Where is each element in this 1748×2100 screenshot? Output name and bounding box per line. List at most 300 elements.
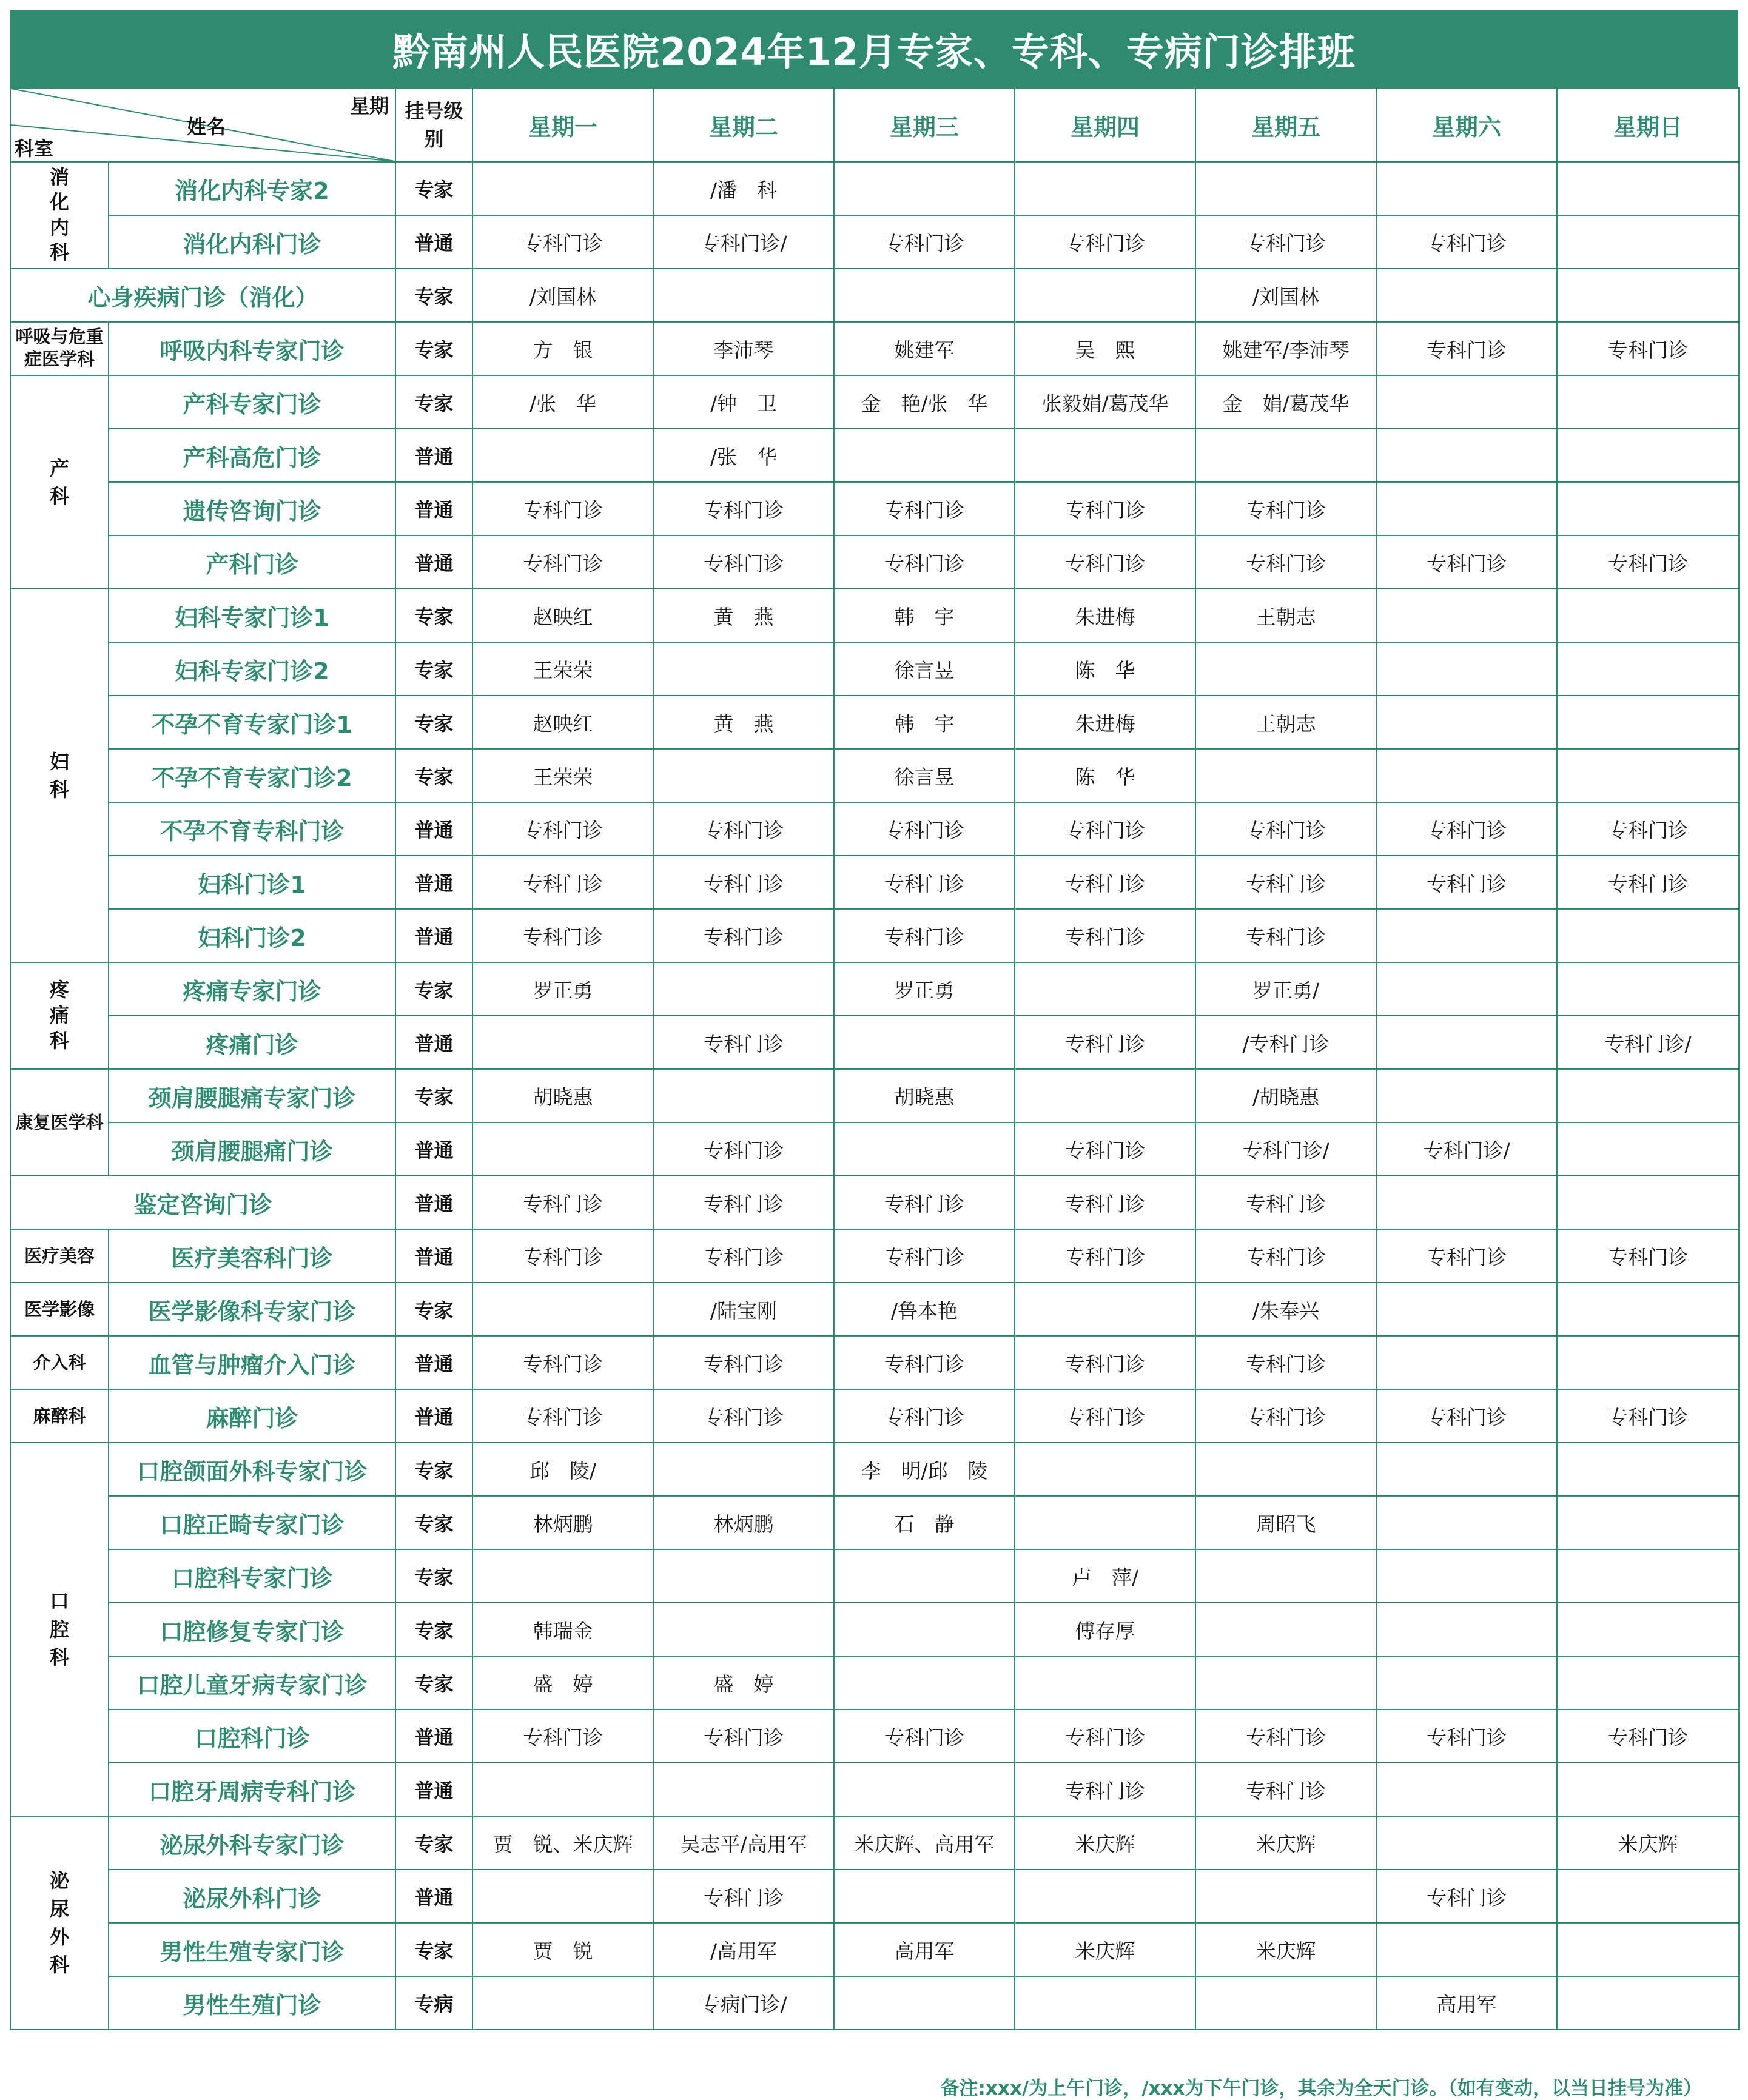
clinic-name: 不孕不育专科门诊 [109,802,395,856]
schedule-cell-星期三: 徐言昱 [834,749,1015,802]
table-row [10,215,1739,269]
schedule-cell-星期日: 专科门诊/ [1557,1016,1739,1069]
schedule-cell-星期二: 专科门诊 [653,535,834,589]
schedule-cell-星期六 [1376,1549,1557,1603]
schedule-cell-星期六 [1376,375,1557,429]
schedule-cell-星期四: 米庆辉 [1015,1923,1195,1976]
grade-cell: 普通 [395,1229,472,1283]
schedule-cell-星期一: /张 华 [472,375,653,429]
schedule-cell-星期日 [1557,482,1739,535]
clinic-name: 男性生殖门诊 [109,1976,395,2030]
department-cell [10,1283,109,1336]
grade-cell: 普通 [395,909,472,962]
schedule-cell-星期六 [1376,642,1557,696]
schedule-cell-星期四: 专科门诊 [1015,1763,1195,1816]
grade-cell: 专家 [395,1283,472,1336]
schedule-cell-星期四 [1015,1283,1195,1336]
grade-cell: 专家 [395,1443,472,1496]
schedule-cell-星期二: 专科门诊 [653,909,834,962]
schedule-cell-星期一: 专科门诊 [472,482,653,535]
schedule-cell-星期六: 专科门诊 [1376,215,1557,269]
schedule-cell-星期三 [834,1122,1015,1176]
schedule-cell-星期日 [1557,375,1739,429]
schedule-cell-星期二: 专科门诊 [653,1176,834,1229]
schedule-cell-星期二: 专科门诊 [653,1122,834,1176]
footnote: 备注:xxx/为上午门诊，/xxx为下午门诊，其余为全天门诊。（如有变动，以当日挂号为准） [940,2078,1702,2099]
schedule-cell-星期三: 胡晓惠 [834,1069,1015,1122]
schedule-cell-星期三: 专科门诊 [834,1336,1015,1389]
schedule-cell-星期二 [653,269,834,322]
schedule-cell-星期日 [1557,269,1739,322]
grade-cell: 专家 [395,375,472,429]
clinic-name: 产科门诊 [109,535,395,589]
table-row [10,269,1739,322]
clinic-name: 医疗美容科门诊 [109,1229,395,1283]
schedule-cell-星期二: 李沛琴 [653,322,834,375]
schedule-cell-星期三 [834,1870,1015,1923]
clinic-name: 口腔儿童牙病专家门诊 [109,1656,395,1709]
schedule-cell-星期四: 专科门诊 [1015,802,1195,856]
schedule-cell-星期一: 林炳鹏 [472,1496,653,1549]
schedule-cell-星期三: 专科门诊 [834,802,1015,856]
schedule-cell-星期三: 李 明/邱 陵 [834,1443,1015,1496]
schedule-cell-星期五: /胡晓惠 [1195,1069,1376,1122]
schedule-cell-星期六: 专科门诊 [1376,1389,1557,1443]
schedule-cell-星期日 [1557,1443,1739,1496]
schedule-cell-星期日 [1557,909,1739,962]
schedule-cell-星期二: 专科门诊 [653,856,834,909]
grade-cell: 专家 [395,1816,472,1870]
schedule-cell-星期日 [1557,1176,1739,1229]
schedule-table [10,87,1740,2030]
clinic-name: 口腔牙周病专科门诊 [109,1763,395,1816]
schedule-cell-星期五: 专科门诊 [1195,1336,1376,1389]
schedule-cell-星期四: 专科门诊 [1015,1709,1195,1763]
schedule-cell-星期四 [1015,1496,1195,1549]
schedule-cell-星期六: 专科门诊 [1376,535,1557,589]
schedule-cell-星期六: 专科门诊 [1376,322,1557,375]
department-cell [10,322,109,375]
schedule-cell-星期一: 贾 锐、米庆辉 [472,1816,653,1870]
clinic-name: 医学影像科专家门诊 [109,1283,395,1336]
page-title: 黔南州人民医院2024年12月专家、专科、专病门诊排班 [10,10,1738,87]
schedule-cell-星期六: 专科门诊 [1376,856,1557,909]
schedule-cell-星期二: /潘 科 [653,162,834,215]
table-row [10,535,1739,589]
clinic-name: 疼痛门诊 [109,1016,395,1069]
schedule-cell-星期日 [1557,589,1739,642]
schedule-cell-星期四: 专科门诊 [1015,1336,1195,1389]
grade-cell: 普通 [395,535,472,589]
schedule-cell-星期一: 专科门诊 [472,535,653,589]
schedule-cell-星期四: 米庆辉 [1015,1816,1195,1870]
schedule-cell-星期二: /高用军 [653,1923,834,1976]
day-header-1: 星期一 [472,88,653,162]
schedule-cell-星期日 [1557,1656,1739,1709]
schedule-cell-星期一: 专科门诊 [472,215,653,269]
grade-cell: 普通 [395,856,472,909]
schedule-cell-星期三 [834,1976,1015,2030]
schedule-cell-星期六 [1376,589,1557,642]
clinic-name: 口腔正畸专家门诊 [109,1496,395,1549]
table-row [10,1549,1739,1603]
schedule-cell-星期六 [1376,482,1557,535]
table-row [10,642,1739,696]
schedule-cell-星期五: 专科门诊 [1195,535,1376,589]
department-cell [10,1229,109,1283]
clinic-name: 疼痛专家门诊 [109,962,395,1016]
schedule-cell-星期六 [1376,429,1557,482]
grade-cell: 专家 [395,322,472,375]
table-row [10,802,1739,856]
schedule-cell-星期四: 专科门诊 [1015,909,1195,962]
schedule-cell-星期二: 专科门诊 [653,802,834,856]
schedule-cell-星期四: 专科门诊 [1015,1122,1195,1176]
schedule-cell-星期二: 黄 燕 [653,589,834,642]
schedule-cell-星期六 [1376,1176,1557,1229]
schedule-cell-星期三: 专科门诊 [834,1176,1015,1229]
table-row [10,482,1739,535]
schedule-cell-星期三: 姚建军 [834,322,1015,375]
schedule-cell-星期一: 专科门诊 [472,1176,653,1229]
clinic-name: 呼吸内科专家门诊 [109,322,395,375]
schedule-cell-星期二: 专科门诊 [653,1709,834,1763]
grade-header: 挂号级别 [395,88,472,162]
schedule-cell-星期四: 专科门诊 [1015,1016,1195,1069]
schedule-cell-星期二: /陆宝刚 [653,1283,834,1336]
department-cell [10,375,109,589]
grade-cell: 普通 [395,1336,472,1389]
department-label: 疼痛科 [49,978,69,1052]
schedule-cell-星期五: 专科门诊 [1195,215,1376,269]
schedule-cell-星期四: 吴 熙 [1015,322,1195,375]
schedule-cell-星期一 [472,1549,653,1603]
schedule-cell-星期日 [1557,1122,1739,1176]
schedule-cell-星期二: /张 华 [653,429,834,482]
schedule-cell-星期五: 专科门诊 [1195,909,1376,962]
grade-cell: 专家 [395,1549,472,1603]
schedule-cell-星期六 [1376,749,1557,802]
clinic-name: 口腔科门诊 [109,1709,395,1763]
schedule-cell-星期日: 专科门诊 [1557,535,1739,589]
schedule-cell-星期日: 专科门诊 [1557,856,1739,909]
table-row [10,1069,1739,1122]
department-label: 泌尿外科 [49,1869,69,1977]
clinic-name: 产科高危门诊 [109,429,395,482]
grade-cell: 专家 [395,749,472,802]
schedule-cell-星期四 [1015,429,1195,482]
schedule-cell-星期五 [1195,642,1376,696]
schedule-cell-星期二: /钟 卫 [653,375,834,429]
day-header-3: 星期三 [834,88,1015,162]
day-header-6: 星期六 [1376,88,1557,162]
schedule-cell-星期六 [1376,1016,1557,1069]
schedule-cell-星期一: 罗正勇 [472,962,653,1016]
schedule-cell-星期四: 专科门诊 [1015,856,1195,909]
table-row [10,1229,1739,1283]
clinic-name: 颈肩腰腿痛门诊 [109,1122,395,1176]
schedule-cell-星期三 [834,1549,1015,1603]
clinic-name: 消化内科专家2 [109,162,395,215]
schedule-cell-星期四 [1015,1443,1195,1496]
department-cell [10,589,109,962]
schedule-cell-星期一: 邱 陵/ [472,1443,653,1496]
table-row [10,1976,1739,2030]
dept-label: 科室 [15,137,54,160]
schedule-cell-星期一: 韩瑞金 [472,1603,653,1656]
schedule-cell-星期日 [1557,1763,1739,1816]
schedule-cell-星期四: 朱进梅 [1015,696,1195,749]
day-header-4: 星期四 [1015,88,1195,162]
schedule-cell-星期日 [1557,642,1739,696]
table-row [10,162,1739,215]
clinic-name: 妇科专家门诊2 [109,642,395,696]
clinic-name: 鉴定咨询门诊 [10,1176,395,1229]
schedule-cell-星期日: 专科门诊 [1557,802,1739,856]
schedule-cell-星期五: 姚建军/李沛琴 [1195,322,1376,375]
schedule-cell-星期一: 王荣荣 [472,749,653,802]
schedule-cell-星期日 [1557,215,1739,269]
schedule-cell-星期日: 专科门诊 [1557,322,1739,375]
schedule-cell-星期三: 高用军 [834,1923,1015,1976]
grade-cell: 专家 [395,589,472,642]
schedule-cell-星期二: 专科门诊 [653,1389,834,1443]
schedule-cell-星期日 [1557,1603,1739,1656]
schedule-cell-星期二: 专病门诊/ [653,1976,834,2030]
schedule-cell-星期六: 专科门诊 [1376,1229,1557,1283]
schedule-cell-星期三: /鲁本艳 [834,1283,1015,1336]
schedule-cell-星期六: 专科门诊/ [1376,1122,1557,1176]
schedule-cell-星期一: 胡晓惠 [472,1069,653,1122]
department-cell [10,1336,109,1389]
schedule-cell-星期五 [1195,1603,1376,1656]
schedule-cell-星期日 [1557,749,1739,802]
schedule-cell-星期五: 专科门诊 [1195,1229,1376,1283]
clinic-name: 麻醉门诊 [109,1389,395,1443]
table-row [10,1283,1739,1336]
schedule-cell-星期五 [1195,1656,1376,1709]
schedule-cell-星期一 [472,429,653,482]
grade-cell: 普通 [395,1763,472,1816]
table-row [10,1709,1739,1763]
schedule-cell-星期二 [653,1763,834,1816]
table-row [10,696,1739,749]
schedule-cell-星期四: 专科门诊 [1015,215,1195,269]
schedule-cell-星期六 [1376,1283,1557,1336]
schedule-cell-星期三 [834,429,1015,482]
grade-cell: 专家 [395,696,472,749]
schedule-cell-星期日 [1557,1496,1739,1549]
schedule-cell-星期三 [834,162,1015,215]
department-cell [10,162,109,269]
schedule-cell-星期三: 金 艳/张 华 [834,375,1015,429]
schedule-cell-星期日 [1557,696,1739,749]
schedule-cell-星期五: /朱奉兴 [1195,1283,1376,1336]
clinic-name: 消化内科门诊 [109,215,395,269]
schedule-cell-星期四 [1015,962,1195,1016]
schedule-cell-星期五: 金 娟/葛茂华 [1195,375,1376,429]
department-cell [10,1069,109,1176]
grade-cell: 普通 [395,482,472,535]
clinic-name: 口腔科专家门诊 [109,1549,395,1603]
grade-cell: 专家 [395,1656,472,1709]
table-row [10,589,1739,642]
department-label: 康复医学科 [15,1112,104,1133]
schedule-cell-星期一: 贾 锐 [472,1923,653,1976]
schedule-cell-星期一 [472,1016,653,1069]
grade-cell: 普通 [395,1122,472,1176]
grade-cell: 专家 [395,1603,472,1656]
schedule-cell-星期一: 专科门诊 [472,1229,653,1283]
schedule-cell-星期一 [472,162,653,215]
table-row [10,1443,1739,1496]
grade-cell: 普通 [395,802,472,856]
grade-cell: 普通 [395,1176,472,1229]
schedule-cell-星期四: 专科门诊 [1015,482,1195,535]
schedule-cell-星期六 [1376,1336,1557,1389]
schedule-cell-星期四 [1015,269,1195,322]
grade-cell: 专家 [395,1496,472,1549]
schedule-cell-星期五: /刘国林 [1195,269,1376,322]
department-cell [10,1389,109,1443]
schedule-cell-星期五: 专科门诊 [1195,1176,1376,1229]
schedule-cell-星期日: 专科门诊 [1557,1389,1739,1443]
schedule-cell-星期二 [653,749,834,802]
name-label: 姓名 [187,115,226,138]
schedule-cell-星期四: 傅存厚 [1015,1603,1195,1656]
department-label: 介入科 [33,1352,86,1374]
grade-cell: 专家 [395,962,472,1016]
schedule-cell-星期四 [1015,1069,1195,1122]
schedule-cell-星期三: 专科门诊 [834,482,1015,535]
schedule-cell-星期三 [834,1016,1015,1069]
department-label: 口腔科 [49,1589,69,1669]
table-row [10,1870,1739,1923]
table-row [10,909,1739,962]
grade-cell: 专家 [395,1923,472,1976]
schedule-cell-星期五: 王朝志 [1195,589,1376,642]
schedule-cell-星期一: 专科门诊 [472,1709,653,1763]
schedule-cell-星期一: 专科门诊 [472,856,653,909]
table-row [10,962,1739,1016]
table-row [10,1923,1739,1976]
schedule-cell-星期六: 专科门诊 [1376,802,1557,856]
schedule-cell-星期二: 专科门诊 [653,1016,834,1069]
schedule-cell-星期四: 专科门诊 [1015,1389,1195,1443]
schedule-cell-星期六 [1376,1923,1557,1976]
schedule-cell-星期二 [653,1549,834,1603]
schedule-cell-星期六 [1376,269,1557,322]
schedule-cell-星期四: 陈 华 [1015,749,1195,802]
schedule-cell-星期一: 王荣荣 [472,642,653,696]
table-row [10,1336,1739,1389]
schedule-cell-星期二: 专科门诊 [653,482,834,535]
schedule-cell-星期三 [834,1603,1015,1656]
table-row [10,322,1739,375]
department-label: 消化内科 [49,165,69,264]
table-row [10,1176,1739,1229]
grade-cell: 专家 [395,269,472,322]
schedule-cell-星期日 [1557,1870,1739,1923]
grade-cell: 普通 [395,1016,472,1069]
schedule-cell-星期三: 专科门诊 [834,909,1015,962]
department-label: 产科 [49,456,69,508]
schedule-cell-星期二: 专科门诊/ [653,215,834,269]
schedule-cell-星期五: 专科门诊 [1195,482,1376,535]
schedule-cell-星期三: 罗正勇 [834,962,1015,1016]
grade-cell: 普通 [395,1709,472,1763]
clinic-name: 血管与肿瘤介入门诊 [109,1336,395,1389]
schedule-cell-星期五 [1195,749,1376,802]
grade-cell: 普通 [395,215,472,269]
table-row [10,1816,1739,1870]
clinic-name: 口腔颌面外科专家门诊 [109,1443,395,1496]
clinic-name: 不孕不育专家门诊1 [109,696,395,749]
schedule-cell-星期四 [1015,1656,1195,1709]
schedule-cell-星期一: 赵映红 [472,589,653,642]
schedule-cell-星期六 [1376,962,1557,1016]
schedule-cell-星期二 [653,962,834,1016]
table-row [10,1603,1739,1656]
table-row [10,1389,1739,1443]
table-row [10,1656,1739,1709]
schedule-cell-星期一: 赵映红 [472,696,653,749]
schedule-cell-星期五: 专科门诊 [1195,1709,1376,1763]
schedule-cell-星期一: 专科门诊 [472,909,653,962]
table-row [10,1122,1739,1176]
schedule-cell-星期六 [1376,1069,1557,1122]
schedule-cell-星期二: 专科门诊 [653,1229,834,1283]
schedule-cell-星期日 [1557,1923,1739,1976]
schedule-cell-星期一 [472,1763,653,1816]
clinic-name: 男性生殖专家门诊 [109,1923,395,1976]
week-label: 星期 [349,95,389,118]
schedule-cell-星期三: 专科门诊 [834,535,1015,589]
schedule-cell-星期五: 专科门诊 [1195,1389,1376,1443]
department-label: 麻醉科 [33,1406,86,1427]
schedule-cell-星期一: 方 银 [472,322,653,375]
schedule-cell-星期一: 专科门诊 [472,1336,653,1389]
schedule-cell-星期三: 专科门诊 [834,856,1015,909]
schedule-cell-星期三: 专科门诊 [834,215,1015,269]
schedule-cell-星期二: 吴志平/高用军 [653,1816,834,1870]
schedule-cell-星期五 [1195,1443,1376,1496]
clinic-name: 颈肩腰腿痛专家门诊 [109,1069,395,1122]
clinic-name: 遗传咨询门诊 [109,482,395,535]
department-label: 医疗美容 [24,1246,95,1267]
schedule-cell-星期四: 专科门诊 [1015,1229,1195,1283]
schedule-cell-星期二: 盛 婷 [653,1656,834,1709]
schedule-cell-星期四: 专科门诊 [1015,535,1195,589]
schedule-cell-星期二 [653,1069,834,1122]
schedule-cell-星期三: 韩 宇 [834,589,1015,642]
schedule-cell-星期四 [1015,162,1195,215]
schedule-cell-星期五: 王朝志 [1195,696,1376,749]
day-header-7: 星期日 [1557,88,1739,162]
schedule-cell-星期六 [1376,1496,1557,1549]
department-label: 妇科 [49,750,69,801]
schedule-cell-星期五: 专科门诊/ [1195,1122,1376,1176]
schedule-cell-星期五: /专科门诊 [1195,1016,1376,1069]
schedule-cell-星期一 [472,1870,653,1923]
grade-cell: 普通 [395,1389,472,1443]
grade-cell: 专家 [395,1069,472,1122]
clinic-name: 不孕不育专家门诊2 [109,749,395,802]
schedule-cell-星期三: 石 静 [834,1496,1015,1549]
schedule-cell-星期日 [1557,1283,1739,1336]
clinic-name: 泌尿外科专家门诊 [109,1816,395,1870]
grade-cell: 普通 [395,1870,472,1923]
